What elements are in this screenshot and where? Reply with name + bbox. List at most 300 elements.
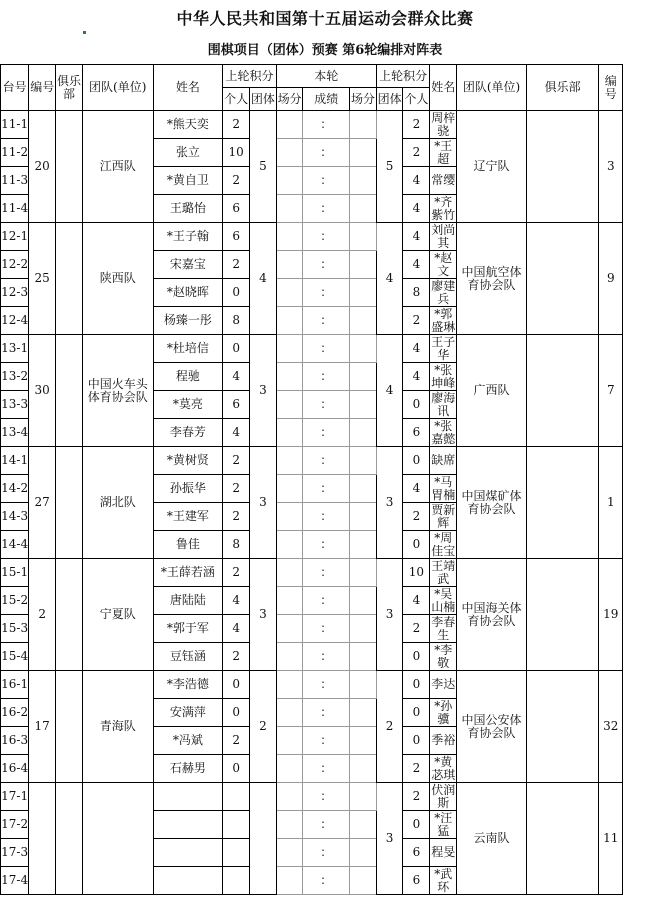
right-match-point-cell (350, 839, 377, 867)
left-player-name-cell: *李浩德 (153, 671, 223, 699)
left-match-point-cell (276, 447, 303, 475)
result-cell: ： (303, 587, 350, 615)
header-row-1 (1, 65, 650, 88)
table-row (1, 223, 650, 251)
left-club-cell (56, 783, 83, 895)
left-club-cell (56, 671, 83, 783)
right-team-no-cell: 7 (599, 335, 623, 447)
left-player-name-cell: *熊天奕 (153, 111, 223, 139)
table-row (1, 671, 650, 699)
left-team-no-cell: 27 (29, 447, 56, 559)
right-player-name-cell: 王子华 (431, 334, 456, 362)
right-team-no-cell: 11 (599, 783, 623, 895)
right-team-no-cell: 9 (599, 223, 623, 335)
right-match-point-cell (350, 699, 377, 727)
result-cell: ： (303, 783, 350, 811)
left-player-name-cell: 程驰 (153, 363, 223, 391)
left-match-point-cell (276, 839, 303, 867)
right-player-name-cell: *张坤峰 (431, 362, 456, 390)
right-player-name-cell: *李敬 (430, 643, 457, 671)
header-right-prev-score: 上轮积分 (376, 65, 430, 88)
right-match-point-cell (350, 419, 377, 447)
right-match-point-cell (350, 503, 377, 531)
left-player-name-cell: 豆钰涵 (153, 643, 223, 671)
left-indiv-score-cell: 2 (223, 111, 250, 139)
result-cell: ： (303, 447, 350, 475)
right-team-cell: 广西队 (457, 335, 527, 447)
right-match-point-cell (350, 727, 377, 755)
left-player-name-cell: *黄自卫 (153, 167, 223, 195)
right-player-name-cell: 常缨 (430, 167, 457, 195)
right-match-point-cell (350, 783, 377, 811)
left-indiv-score-cell: 2 (223, 447, 250, 475)
right-club-cell (526, 559, 598, 671)
right-indiv-score-cell: 2 (403, 783, 430, 811)
right-indiv-score-cell: 0 (403, 531, 430, 559)
left-match-point-cell (276, 699, 303, 727)
right-team-score-cell: 4 (376, 335, 403, 447)
right-player-name-cell: 贾新辉 (431, 502, 456, 530)
left-indiv-score-cell: 8 (223, 307, 250, 335)
left-player-name-cell (153, 867, 223, 895)
table-no-cell: 14-3 (1, 503, 29, 531)
left-match-point-cell (276, 279, 303, 307)
right-indiv-score-cell: 6 (403, 867, 430, 895)
right-player-name-cell: 周梓骁 (431, 110, 456, 138)
right-player-name-cell: *赵文 (430, 251, 457, 279)
result-cell: ： (303, 671, 350, 699)
right-match-point-cell (350, 279, 377, 307)
table-no-cell: 11-3 (1, 167, 29, 195)
table-no-cell: 12-4 (1, 307, 29, 335)
right-indiv-score-cell: 4 (403, 167, 430, 195)
header-left-club: 俱乐部 (56, 65, 83, 111)
left-player-name-cell: 孙振华 (153, 475, 223, 503)
right-indiv-score-cell: 4 (403, 587, 430, 615)
right-team-score-cell: 5 (376, 111, 403, 223)
left-team-cell: 宁夏队 (82, 559, 153, 671)
document-title: 中华人民共和国第十五届运动会群众比赛 (176, 9, 474, 28)
right-team-no-cell: 32 (599, 671, 623, 783)
result-cell: ： (303, 279, 350, 307)
result-cell: ： (303, 363, 350, 391)
result-cell: ： (303, 475, 350, 503)
right-team-cell: 中国海关体育协会队 (457, 559, 527, 671)
table-no-cell: 12-1 (1, 223, 29, 251)
left-player-name-cell: 王璐怡 (153, 195, 223, 223)
table-no-cell: 15-3 (1, 615, 29, 643)
left-player-name-cell: *杜培信 (153, 335, 223, 363)
right-match-point-cell (350, 139, 377, 167)
right-player-name-cell: 刘尚其 (431, 222, 456, 250)
header-left-team: 团队(单位) (82, 65, 153, 111)
left-player-name-cell: 安满萍 (153, 699, 223, 727)
right-indiv-score-cell: 0 (403, 447, 430, 475)
header-left-match: 场分 (276, 88, 303, 111)
left-indiv-score-cell: 6 (223, 223, 250, 251)
right-team-no-cell: 19 (599, 559, 623, 671)
result-cell: ： (303, 867, 350, 895)
left-indiv-score-cell: 0 (223, 699, 250, 727)
right-match-point-cell (350, 755, 377, 783)
right-indiv-score-cell: 2 (403, 755, 430, 783)
left-indiv-score-cell: 2 (223, 475, 250, 503)
left-indiv-score-cell: 10 (223, 139, 250, 167)
right-player-name-cell: 缺席 (430, 447, 457, 475)
left-indiv-score-cell: 2 (223, 167, 250, 195)
right-team-no-cell: 1 (599, 447, 623, 559)
table-no-cell: 14-4 (1, 531, 29, 559)
left-match-point-cell (276, 111, 303, 139)
right-indiv-score-cell: 0 (403, 391, 430, 419)
table-row (1, 783, 650, 811)
table-row (1, 447, 650, 475)
right-club-cell (526, 671, 598, 783)
left-match-point-cell (276, 783, 303, 811)
right-indiv-score-cell: 6 (403, 419, 430, 447)
right-club-cell (526, 111, 598, 223)
left-indiv-score-cell (223, 783, 250, 811)
left-match-point-cell (276, 139, 303, 167)
right-indiv-score-cell: 10 (403, 559, 430, 587)
left-indiv-score-cell: 0 (223, 671, 250, 699)
table-no-cell: 17-1 (1, 783, 29, 811)
left-club-cell (56, 335, 83, 447)
header-this-round: 本轮 (276, 65, 376, 88)
right-match-point-cell (350, 111, 377, 139)
right-match-point-cell (350, 363, 377, 391)
left-indiv-score-cell: 6 (223, 391, 250, 419)
table-no-cell: 14-2 (1, 475, 29, 503)
left-match-point-cell (276, 391, 303, 419)
left-indiv-score-cell: 2 (223, 643, 250, 671)
left-team-score-cell: 2 (250, 671, 277, 783)
right-match-point-cell (350, 167, 377, 195)
result-cell: ： (303, 643, 350, 671)
right-indiv-score-cell: 4 (403, 195, 430, 223)
left-player-name-cell: *郭于军 (153, 615, 223, 643)
pairing-table (0, 64, 650, 895)
result-cell: ： (303, 503, 350, 531)
table-no-cell: 15-4 (1, 643, 29, 671)
left-match-point-cell (276, 587, 303, 615)
left-match-point-cell (276, 167, 303, 195)
result-cell: ： (303, 139, 350, 167)
left-indiv-score-cell: 0 (223, 279, 250, 307)
right-club-cell (526, 447, 598, 559)
header-table-no: 台号 (1, 65, 29, 111)
table-row (1, 111, 650, 139)
left-club-cell (56, 111, 83, 223)
table-no-cell: 13-1 (1, 335, 29, 363)
right-match-point-cell (350, 335, 377, 363)
table-row (1, 559, 650, 587)
right-player-name-cell: *武环 (430, 867, 457, 895)
result-cell: ： (303, 111, 350, 139)
right-club-cell (526, 335, 598, 447)
left-team-cell: 湖北队 (82, 447, 153, 559)
right-team-cell: 云南队 (457, 783, 527, 895)
right-player-name-cell: 程旻 (430, 839, 457, 867)
left-match-point-cell (276, 531, 303, 559)
right-match-point-cell (350, 867, 377, 895)
header-left-no: 编号 (29, 65, 56, 111)
right-team-score-cell: 3 (376, 559, 403, 671)
table-no-cell: 11-2 (1, 139, 29, 167)
header-left-team-score: 团体 (250, 88, 277, 111)
left-match-point-cell (276, 251, 303, 279)
table-no-cell: 11-4 (1, 195, 29, 223)
right-indiv-score-cell: 0 (403, 727, 430, 755)
right-indiv-score-cell: 4 (403, 251, 430, 279)
table-no-cell: 13-2 (1, 363, 29, 391)
right-match-point-cell (350, 811, 377, 839)
left-indiv-score-cell: 2 (223, 559, 250, 587)
left-match-point-cell (276, 223, 303, 251)
left-indiv-score-cell: 0 (223, 755, 250, 783)
header-left-name: 姓名 (153, 65, 223, 111)
cell-cursor-mark (83, 31, 86, 34)
table-no-cell: 15-2 (1, 587, 29, 615)
left-match-point-cell (276, 335, 303, 363)
left-player-name-cell: 宋嘉宝 (153, 251, 223, 279)
left-team-no-cell: 17 (29, 671, 56, 783)
left-match-point-cell (276, 867, 303, 895)
right-indiv-score-cell: 0 (403, 811, 430, 839)
right-match-point-cell (350, 531, 377, 559)
right-team-cell: 中国煤矿体育协会队 (457, 447, 527, 559)
left-team-cell: 陕西队 (82, 223, 153, 335)
left-club-cell (56, 559, 83, 671)
right-match-point-cell (350, 223, 377, 251)
result-cell: ： (303, 839, 350, 867)
left-team-score-cell: 5 (250, 111, 277, 223)
right-team-score-cell: 3 (376, 783, 403, 895)
header-right-match: 场分 (350, 88, 377, 111)
result-cell: ： (303, 335, 350, 363)
right-indiv-score-cell: 2 (403, 615, 430, 643)
left-match-point-cell (276, 475, 303, 503)
left-team-no-cell: 20 (29, 111, 56, 223)
result-cell: ： (303, 251, 350, 279)
document-subtitle: 围棋项目（团体）预赛 第6轮编排对阵表 (207, 43, 443, 58)
left-indiv-score-cell: 4 (223, 587, 250, 615)
left-team-cell: 中国火车头体育协会队 (82, 335, 153, 447)
left-match-point-cell (276, 615, 303, 643)
left-indiv-score-cell: 2 (223, 251, 250, 279)
left-player-name-cell: *王建军 (153, 503, 223, 531)
left-player-name-cell: *王子翰 (153, 223, 223, 251)
header-left-indiv: 个人 (223, 88, 250, 111)
left-club-cell (56, 447, 83, 559)
left-player-name-cell (153, 811, 223, 839)
left-team-no-cell (29, 783, 56, 895)
result-cell: ： (303, 699, 350, 727)
left-indiv-score-cell: 4 (223, 363, 250, 391)
right-player-name-cell: 伏润斯 (431, 782, 456, 810)
left-team-no-cell: 2 (29, 559, 56, 671)
left-match-point-cell (276, 811, 303, 839)
right-indiv-score-cell: 6 (403, 839, 430, 867)
right-player-name-cell: 李春生 (431, 614, 456, 642)
right-indiv-score-cell: 2 (403, 503, 430, 531)
table-no-cell: 13-3 (1, 391, 29, 419)
right-player-name-cell: 李达 (430, 671, 457, 699)
left-team-cell: 青海队 (82, 671, 153, 783)
left-player-name-cell: *冯斌 (153, 727, 223, 755)
right-player-name-cell: 王靖武 (431, 558, 456, 586)
left-team-score-cell: 3 (250, 447, 277, 559)
left-team-score-cell: 3 (250, 335, 277, 447)
left-indiv-score-cell: 2 (223, 503, 250, 531)
table-no-cell: 17-4 (1, 867, 29, 895)
right-indiv-score-cell: 2 (403, 111, 430, 139)
right-indiv-score-cell: 0 (403, 671, 430, 699)
right-match-point-cell (350, 643, 377, 671)
right-player-name-cell: *周佳宝 (431, 530, 456, 558)
left-club-cell (56, 223, 83, 335)
table-no-cell: 11-1 (1, 111, 29, 139)
right-match-point-cell (350, 447, 377, 475)
result-cell: ： (303, 307, 350, 335)
right-player-name-cell: *黄苾琪 (431, 754, 456, 782)
right-player-name-cell: *孙骥 (430, 699, 457, 727)
table-body (1, 111, 650, 895)
right-indiv-score-cell: 2 (403, 139, 430, 167)
right-indiv-score-cell: 0 (403, 699, 430, 727)
table-no-cell: 12-2 (1, 251, 29, 279)
right-match-point-cell (350, 391, 377, 419)
right-player-name-cell: 季裕 (430, 727, 457, 755)
left-match-point-cell (276, 671, 303, 699)
header-right-indiv: 个人 (403, 88, 430, 111)
right-player-name-cell: *马胃楠 (431, 474, 456, 502)
right-match-point-cell (350, 615, 377, 643)
table-no-cell: 16-3 (1, 727, 29, 755)
right-indiv-score-cell: 8 (403, 279, 430, 307)
table-no-cell: 16-4 (1, 755, 29, 783)
left-match-point-cell (276, 195, 303, 223)
result-cell: ： (303, 391, 350, 419)
left-player-name-cell: 张立 (153, 139, 223, 167)
left-player-name-cell: 李春芳 (153, 419, 223, 447)
header-left-prev-score: 上轮积分 (223, 65, 277, 88)
right-team-no-cell: 3 (599, 111, 623, 223)
left-player-name-cell: *黄树贤 (153, 447, 223, 475)
left-team-cell: 江西队 (82, 111, 153, 223)
right-player-name-cell: *王超 (430, 139, 457, 167)
right-player-name-cell: *吴山楠 (431, 586, 456, 614)
left-player-name-cell: *赵晓晖 (153, 279, 223, 307)
right-indiv-score-cell: 2 (403, 307, 430, 335)
left-player-name-cell (153, 783, 223, 811)
right-match-point-cell (350, 195, 377, 223)
right-team-score-cell: 2 (376, 671, 403, 783)
header-right-team-score: 团体 (376, 88, 403, 111)
left-player-name-cell: *王薛若涵 (153, 559, 223, 587)
right-player-name-cell: 廖海讯 (431, 390, 456, 418)
left-indiv-score-cell: 0 (223, 335, 250, 363)
left-player-name-cell: 唐陆陆 (153, 587, 223, 615)
right-team-score-cell: 4 (376, 223, 403, 335)
table-no-cell: 12-3 (1, 279, 29, 307)
table-no-cell: 16-2 (1, 699, 29, 727)
result-cell: ： (303, 727, 350, 755)
left-match-point-cell (276, 755, 303, 783)
left-team-no-cell: 25 (29, 223, 56, 335)
table-no-cell: 14-1 (1, 447, 29, 475)
left-match-point-cell (276, 727, 303, 755)
table-row (1, 335, 650, 363)
right-player-name-cell: *齐紫竹 (431, 194, 456, 222)
left-team-score-cell: 4 (250, 223, 277, 335)
left-team-score-cell: 3 (250, 559, 277, 671)
left-player-name-cell: *莫亮 (153, 391, 223, 419)
left-indiv-score-cell (223, 867, 250, 895)
left-match-point-cell (276, 559, 303, 587)
left-indiv-score-cell (223, 839, 250, 867)
left-indiv-score-cell: 2 (223, 727, 250, 755)
left-player-name-cell: 杨臻一彤 (153, 307, 223, 335)
result-cell: ： (303, 615, 350, 643)
right-indiv-score-cell: 4 (403, 335, 430, 363)
left-indiv-score-cell: 4 (223, 419, 250, 447)
right-player-name-cell: *汪猛 (430, 811, 457, 839)
right-match-point-cell (350, 251, 377, 279)
right-team-cell: 中国航空体育协会队 (457, 223, 527, 335)
result-cell: ： (303, 755, 350, 783)
header-right-no: 编号 (599, 65, 623, 111)
right-player-name-cell: 廖建兵 (431, 278, 456, 306)
left-indiv-score-cell (223, 811, 250, 839)
left-team-score-cell (250, 783, 277, 895)
right-club-cell (526, 783, 598, 895)
right-player-name-cell: *郭盛琳 (431, 306, 456, 334)
result-cell: ： (303, 223, 350, 251)
right-match-point-cell (350, 307, 377, 335)
right-indiv-score-cell: 4 (403, 223, 430, 251)
result-cell: ： (303, 811, 350, 839)
table-no-cell: 16-1 (1, 671, 29, 699)
left-player-name-cell: 石赫男 (153, 755, 223, 783)
left-match-point-cell (276, 503, 303, 531)
header-right-name: 姓名 (430, 65, 457, 111)
right-club-cell (526, 223, 598, 335)
result-cell: ： (303, 195, 350, 223)
header-right-club: 俱乐部 (526, 65, 598, 111)
right-team-cell: 中国公安体育协会队 (457, 671, 527, 783)
result-cell: ： (303, 531, 350, 559)
result-cell: ： (303, 167, 350, 195)
table-no-cell: 17-2 (1, 811, 29, 839)
left-match-point-cell (276, 307, 303, 335)
left-team-cell (82, 783, 153, 895)
left-indiv-score-cell: 6 (223, 195, 250, 223)
right-indiv-score-cell: 4 (403, 475, 430, 503)
right-match-point-cell (350, 671, 377, 699)
right-player-name-cell: *张嘉懿 (431, 418, 456, 446)
right-match-point-cell (350, 475, 377, 503)
right-match-point-cell (350, 587, 377, 615)
right-team-score-cell: 3 (376, 447, 403, 559)
left-indiv-score-cell: 8 (223, 531, 250, 559)
table-no-cell: 17-3 (1, 839, 29, 867)
left-indiv-score-cell: 4 (223, 615, 250, 643)
right-team-cell: 辽宁队 (457, 111, 527, 223)
header-right-team: 团队(单位) (457, 65, 527, 111)
left-match-point-cell (276, 643, 303, 671)
left-player-name-cell: 鲁佳 (153, 531, 223, 559)
